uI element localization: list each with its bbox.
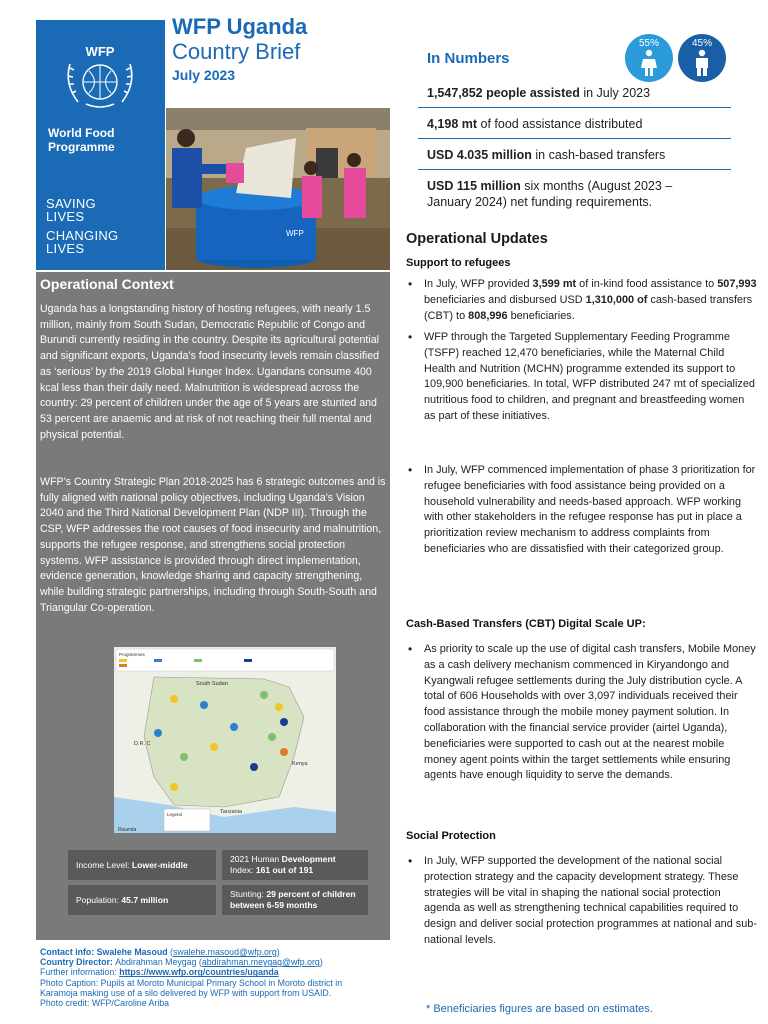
photo-silo-label: WFP — [286, 229, 304, 238]
male-icon — [692, 49, 712, 77]
update-bullet: • WFP through the Targeted Supplementary Feeding Programme (TSFP) reached 12,470 beneficiaries, while the Maternal Child Health and Nutrition (MCHN) programme extended its support to 109,900 beneficiaries. In total, WFP distributed 247 mt of specialized nutritious food to children, and pregnant and breastfeeding women as part of these initiatives. — [424, 330, 758, 425]
map-label-rwanda: Rwanda — [118, 827, 137, 833]
stunting-stat: Stunting: 29 percent of children between 6-59 months — [222, 885, 368, 915]
income-level-stat: Income Level: Lower-middle — [68, 850, 216, 880]
operational-updates-title: Operational Updates — [406, 231, 548, 247]
contact-email-link[interactable]: swalehe.masoud@wfp.org — [172, 947, 277, 957]
female-icon — [639, 49, 659, 77]
number-item: USD 4.035 million in cash-based transfers — [427, 148, 666, 162]
uganda-programme-map — [114, 647, 336, 833]
wfp-logo-block — [36, 20, 165, 270]
page-title: WFP Uganda — [172, 14, 308, 39]
context-paragraph-2: WFP’s Country Strategic Plan 2018-2025 has 6 strategic outcomes and is fully aligned with national policy objectives, including Uganda’s Vision 2040 and the Third National Development Plan (NDP III). Through the CSP, WFP addresses the root causes of food insecurity and malnutrition, supports the refugee response, and strengthens social protection systems. WFP assistance is provided through direct implementation, evidence generation, knowledge sharing and capacity strengthening, while building strategic partnerships, including through South-South and Triangular Co-operation. — [40, 476, 386, 614]
context-paragraph-1: Uganda has a longstanding history of hosting refugees, with nearly 1.5 million, mainly from South Sudan, Democratic Republic of Congo and Burundi currently residing in the country. Despite its agricultural potential and significant exports, Uganda’s food insecurity levels remain classified as ‘serious’ by the 2019 Global Hunger Index. Ugandans consume 400 kcal less than their daily need. Malnutrition is widespread across the country: 29 percent of children under the age of 5 years are stunted and 53 percent are anaemic and at risk of not reaching their full mental and physical potential. — [40, 303, 379, 441]
cbt-heading: Cash-Based Transfers (CBT) Digital Scale UP: — [406, 618, 646, 630]
tagline: SAVING LIVES CHANGING LIVES — [46, 196, 119, 256]
context-title: Operational Context — [40, 276, 174, 292]
map-legend-title: Programmes — [119, 652, 145, 657]
in-numbers-title: In Numbers — [427, 50, 510, 67]
hdi-stat: 2021 Human Development Index: 161 out of 191 — [222, 850, 368, 880]
number-item: 1,547,852 people assisted in July 2023 — [427, 86, 651, 100]
map-label-tanzania: Tanzania — [220, 809, 243, 815]
map-label-kenya: Kenya — [292, 761, 308, 767]
refugees-heading: Support to refugees — [406, 257, 511, 269]
divider — [418, 138, 731, 139]
title-block — [172, 14, 307, 83]
update-bullet: • As priority to scale up the use of digital cash transfers, Mobile Money as a cash delivery mechanism commenced in Kiryandongo and Kyangwali refugee settlements during the July distribution cycle. A total of 606 Households with over 3,097 individuals received their food assistance through the mobile money payment solution. In collaboration with the financial service provider (airtel Uganda), beneficiaries were supported to cash out at the nearest mobile money agent points within the target settlements while ensuring agents have enough liquidity to serve the demands. — [424, 642, 758, 784]
number-item: USD 115 million six months (August 2023 – January 2024) net funding requirements. — [427, 179, 673, 209]
social-protection-heading: Social Protection — [406, 830, 496, 842]
update-bullet: • In July, WFP supported the development of the national social protection strategy and the capacity development strategy. These strategies will be vital in shaping the national social protection agenda as well as strengthening technical capabilities required to design and deliver social protection programmes at national and sub-national levels. — [424, 854, 758, 949]
logo-name: World Food Programme — [48, 126, 115, 154]
wfp-emblem-icon — [56, 42, 144, 112]
update-bullet: • In July, WFP provided 3,599 mt of in-kind food assistance to 507,993 beneficiaries and disbursed USD 1,310,000 of cash-based transfers (CBT) to 808,996 beneficiaries. — [424, 277, 758, 324]
page-subtitle: Country Brief — [172, 39, 301, 64]
map-legend-label: Legend — [167, 812, 183, 817]
number-item: 4,198 mt of food assistance distributed — [427, 117, 643, 131]
divider — [418, 107, 731, 108]
beneficiaries-footnote: * Beneficiaries figures are based on estimates. — [426, 1003, 653, 1015]
female-percent-badge: 55% — [625, 34, 673, 82]
wfp-acronym: WFP — [85, 44, 115, 59]
contact-info: Contact info: Swalehe Masoud (swalehe.masoud@wfp.org) Country Director: Abdirahman Meygag (abdirahman.meygag@wfp.org) Further information: https://www.wfp.org/countries/uganda Photo Caption: Pupils at Moroto Municipal Primary School in Moroto district in Karamoja making use of a silo delivered by WFP with support from USAID. Photo credit: WFP/Caroline Ariba — [40, 947, 343, 1009]
operational-context-panel — [36, 272, 390, 940]
page-date: July 2023 — [172, 67, 236, 83]
update-bullet: • In July, WFP commenced implementation of phase 3 prioritization for refugee beneficiaries with food assistance being provided on a household vulnerability and needs-based approach. WFP working with other stakeholders in the refugee response has put in place a prioritization review mechanism to address complaints from beneficiaries who are dissatisfied with their categorized group. — [424, 463, 758, 558]
population-stat: Population: 45.7 million — [68, 885, 216, 915]
map-label-south-sudan: South Sudan — [196, 681, 228, 687]
cover-photo — [166, 108, 390, 270]
divider — [418, 169, 731, 170]
director-email-link[interactable]: abdirahman.meygag@wfp.org — [201, 957, 320, 968]
male-percent-badge: 45% — [678, 34, 726, 82]
map-label-drc: D.R. C — [134, 741, 151, 747]
further-info-link[interactable]: https://www.wfp.org/countries/uganda — [119, 967, 279, 978]
